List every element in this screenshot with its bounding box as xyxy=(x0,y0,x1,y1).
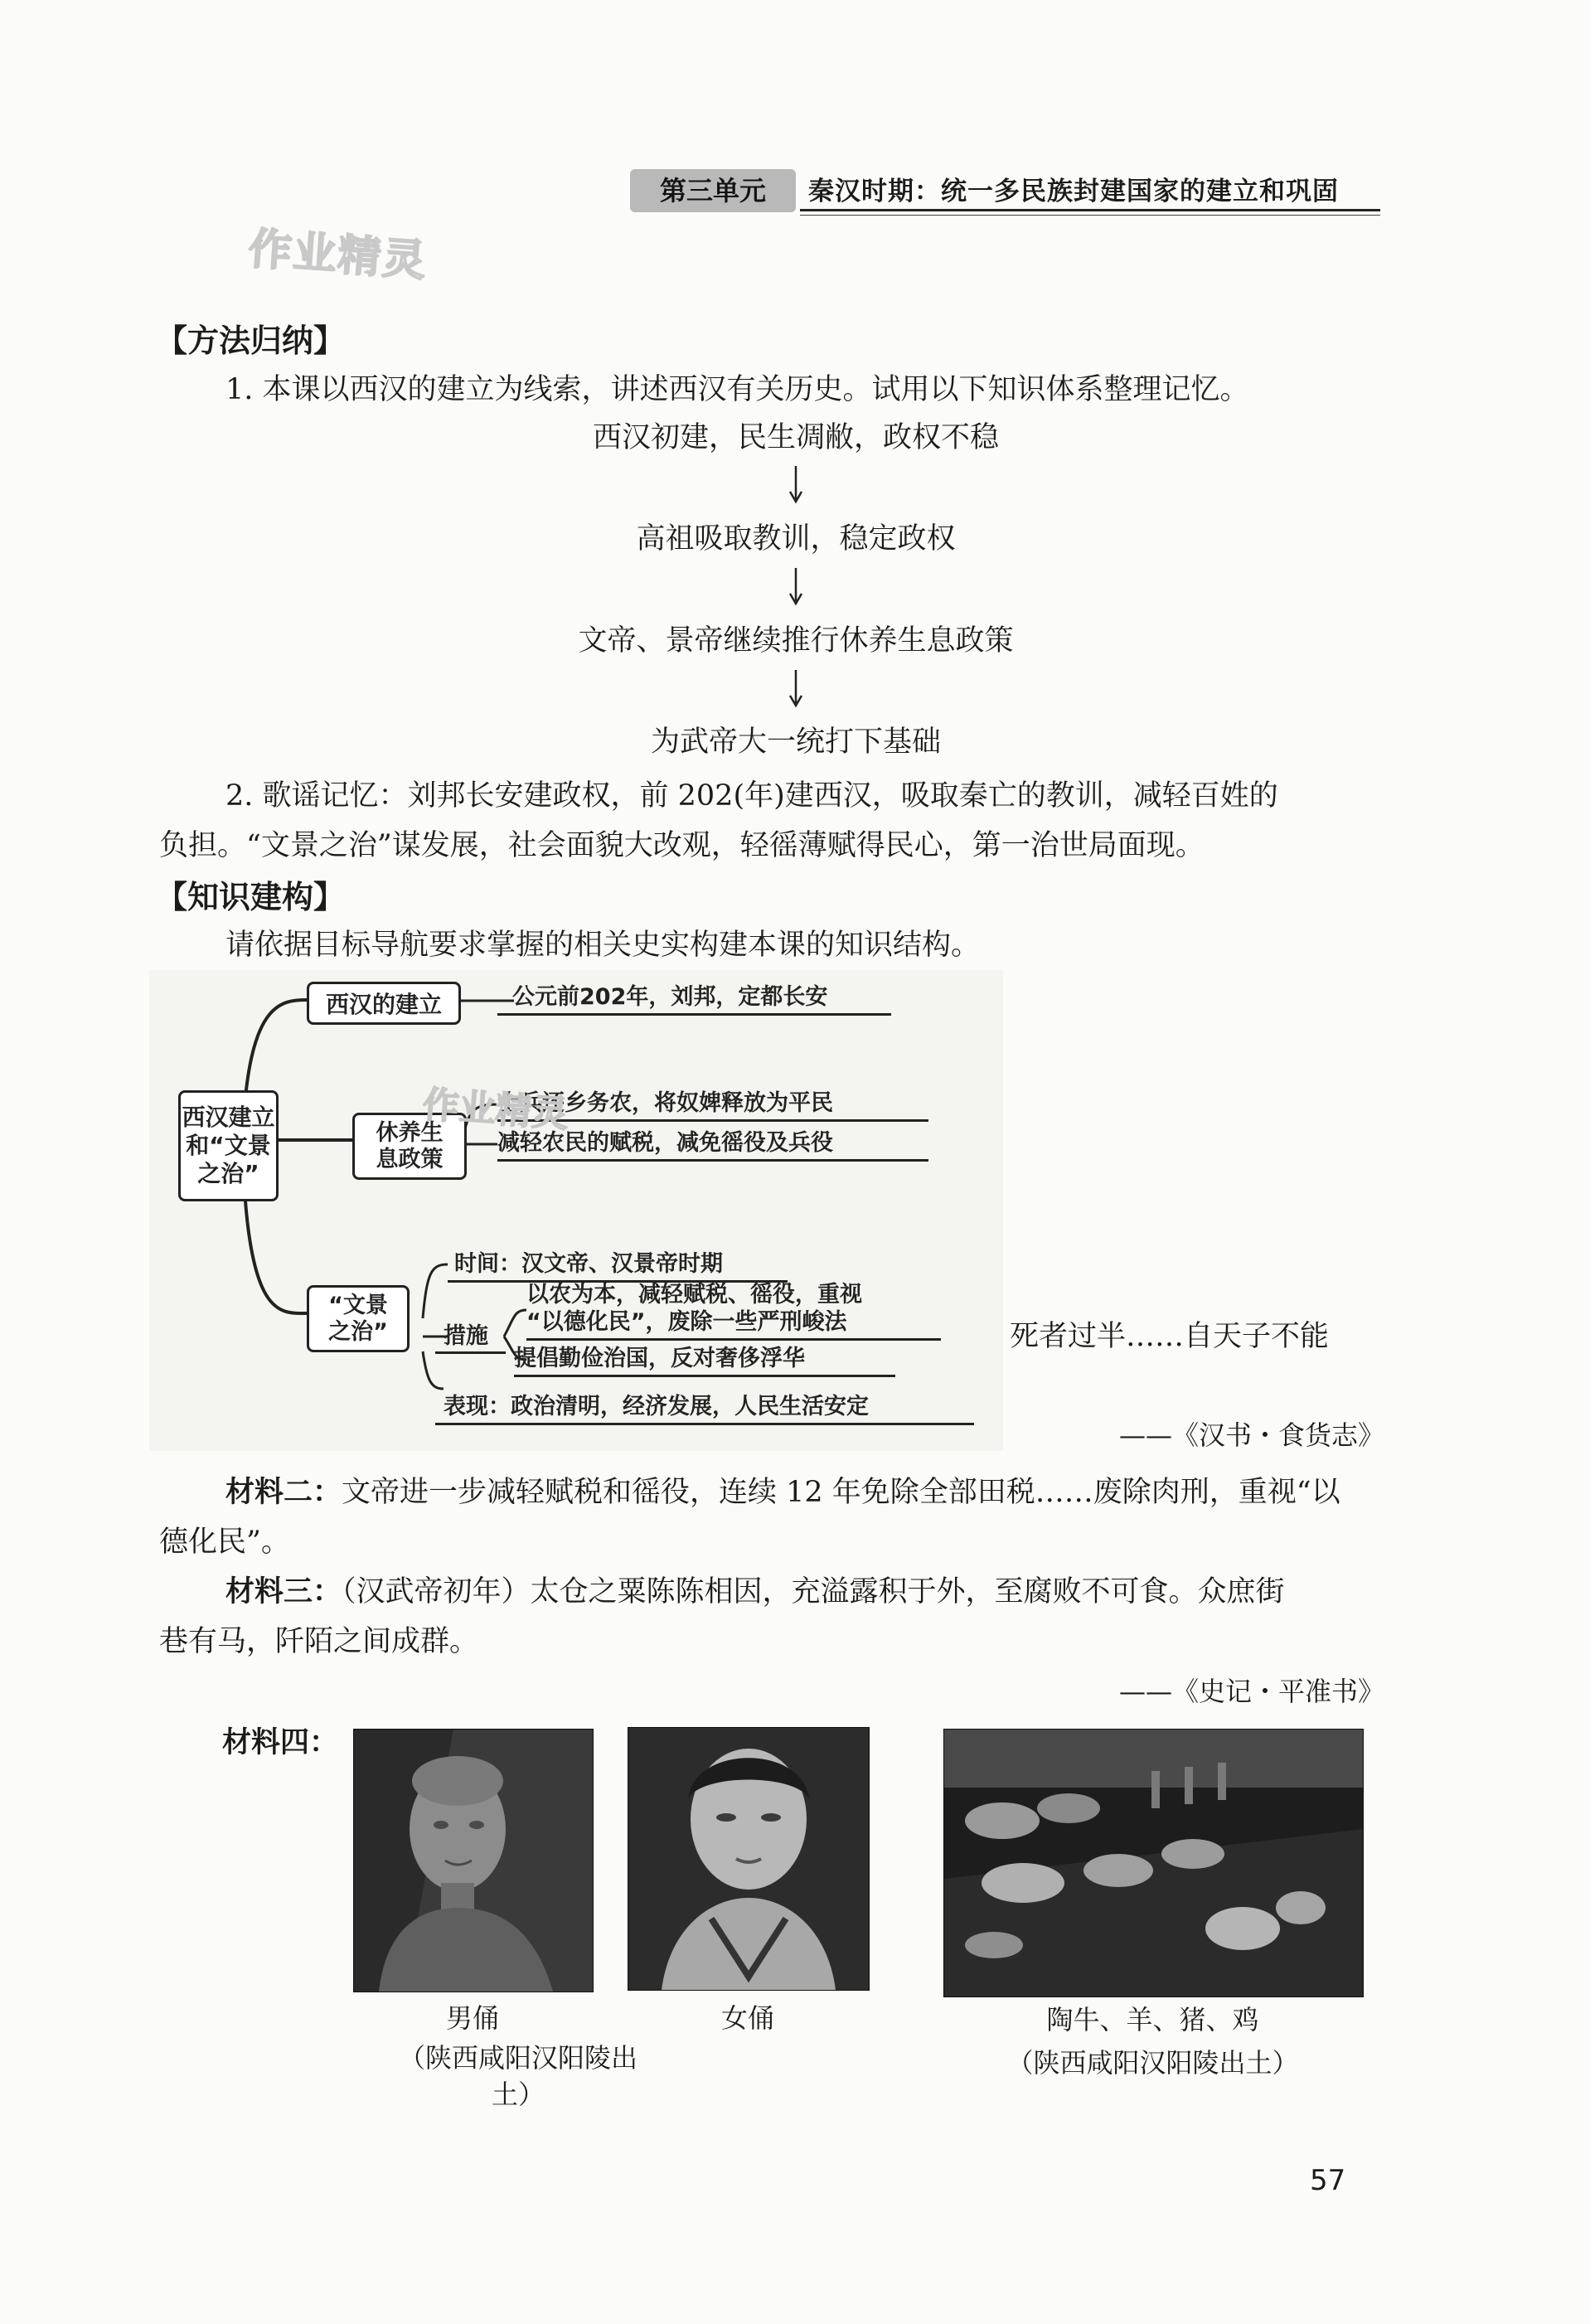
underline xyxy=(497,1159,928,1162)
down-arrow-icon xyxy=(779,668,812,708)
material-2-line1 xyxy=(225,1468,1340,1517)
wenjing-line-1: “文景 xyxy=(328,1292,388,1318)
underline xyxy=(526,1338,941,1341)
material-3-label: 材料三： xyxy=(225,1575,342,1608)
measure-2: 提倡勤俭治国，反对奢侈浮华 xyxy=(514,1346,805,1371)
caption-pottery-sub: （陕西咸阳汉阳陵出土） xyxy=(1006,2047,1299,2079)
material-3-line2: 巷有马，阡陌之间成群。 xyxy=(159,1625,479,1658)
photo-pottery-animals xyxy=(943,1729,1364,1997)
method-item-1: 1. 本课以西汉的建立为线索，讲述西汉有关历史。试用以下知识体系整理记忆。 xyxy=(225,373,1249,406)
down-arrow-icon xyxy=(779,464,812,504)
watermark: 作业精灵 xyxy=(421,1083,570,1137)
pottery-animals-image xyxy=(944,1730,1363,1997)
unit-tag: 第三单元 xyxy=(630,169,796,212)
measure-1-line2: “以德化民”，废除一些严刑峻法 xyxy=(526,1309,847,1335)
photo-male-figurine xyxy=(353,1729,594,1992)
root-line-3: 之治” xyxy=(197,1160,259,1187)
branch-wenjing xyxy=(307,1285,410,1352)
material-2-text: 文帝进一步减轻赋税和徭役，连续 12 年免除全部田税……废除肉刑，重视“以 xyxy=(342,1476,1340,1509)
watermark: 作业精灵 xyxy=(246,224,429,287)
method-heading: 【方法归纳】 xyxy=(156,323,346,359)
female-figurine-image xyxy=(628,1728,869,1990)
underline xyxy=(514,1375,895,1377)
knowledge-map xyxy=(149,970,1003,1451)
recovery-line-2: 息政策 xyxy=(376,1146,444,1172)
root-node xyxy=(178,1090,279,1201)
branch-founding: 西汉的建立 xyxy=(307,982,461,1025)
material-2-line2: 德化民”。 xyxy=(159,1526,290,1559)
unit-title: 秦汉时期：统一多民族封建国家的建立和巩固 xyxy=(808,177,1339,206)
measure-1-line1: 以农为本，减轻赋税、徭役，重视 xyxy=(526,1282,862,1308)
wenjing-line-2: 之治” xyxy=(328,1318,388,1345)
material-3-source: ——《史记・平准书》 xyxy=(1118,1676,1384,1707)
caption-female: 女俑 xyxy=(720,2002,774,2034)
flow-step-2: 高祖吸取教训，稳定政权 xyxy=(636,522,956,556)
fact-founding: 公元前202年，刘邦，定都长安 xyxy=(512,984,828,1010)
caption-male-sub: （陕西咸阳汉阳陵出土） xyxy=(398,2042,637,2110)
caption-pottery: 陶牛、羊、猪、鸡 xyxy=(1046,2004,1259,2035)
underline xyxy=(497,1013,891,1016)
method-item-2-line2: 负担。“文景之治”谋发展，社会面貌大改观，轻徭薄赋得民心，第一治世局面现。 xyxy=(159,829,1205,862)
underline xyxy=(435,1351,506,1354)
header-rule-thin xyxy=(800,215,1380,216)
material-4-label: 材料四： xyxy=(222,1726,339,1759)
flow-step-4: 为武帝大一统打下基础 xyxy=(650,725,941,759)
method-item-2-line1: 2. 歌谣记忆：刘邦长安建政权，前 202(年)建西汉，吸取秦亡的教训，减轻百姓的 xyxy=(225,779,1278,813)
root-line-1: 西汉建立 xyxy=(182,1104,275,1131)
male-figurine-image xyxy=(354,1730,593,1992)
knowledge-intro: 请依据目标导航要求掌握的相关史实构建本课的知识结构。 xyxy=(225,929,981,962)
wenjing-result: 表现：政治清明，经济发展，人民生活安定 xyxy=(444,1394,869,1419)
material-3-text: （汉武帝初年）太仓之粟陈陈相因，充溢露积于外，至腐败不可食。众庶街 xyxy=(342,1575,1285,1608)
root-line-2: 和“文景 xyxy=(186,1132,271,1159)
page-number: 57 xyxy=(1310,2164,1346,2197)
down-arrow-icon xyxy=(779,566,812,606)
recovery-line-1: 休养生 xyxy=(376,1119,444,1146)
material-3-line1 xyxy=(225,1567,1285,1617)
material-1-source: ——《汉书・食货志》 xyxy=(1118,1419,1384,1451)
flow-step-1: 西汉初建，民生凋敝，政权不稳 xyxy=(592,421,999,454)
wenjing-time: 时间：汉文帝、汉景帝时期 xyxy=(454,1251,723,1277)
underline xyxy=(435,1423,974,1425)
caption-male: 男俑 xyxy=(445,2002,499,2034)
knowledge-heading: 【知识建构】 xyxy=(156,879,346,915)
measures-label: 措施 xyxy=(444,1323,488,1349)
material-2-label: 材料二： xyxy=(225,1476,342,1509)
map-connectors xyxy=(149,970,1003,1451)
header-rule xyxy=(800,209,1380,211)
flow-step-3: 文帝、景帝继续推行休养生息政策 xyxy=(578,624,1014,657)
fact-recovery-1: 士兵还乡务农，将奴婢释放为平民 xyxy=(497,1090,833,1116)
photo-female-figurine xyxy=(628,1727,870,1991)
material-1-tail: 死者过半……自天子不能 xyxy=(1010,1320,1330,1353)
fact-recovery-2: 减轻农民的赋税，减免徭役及兵役 xyxy=(497,1130,833,1156)
